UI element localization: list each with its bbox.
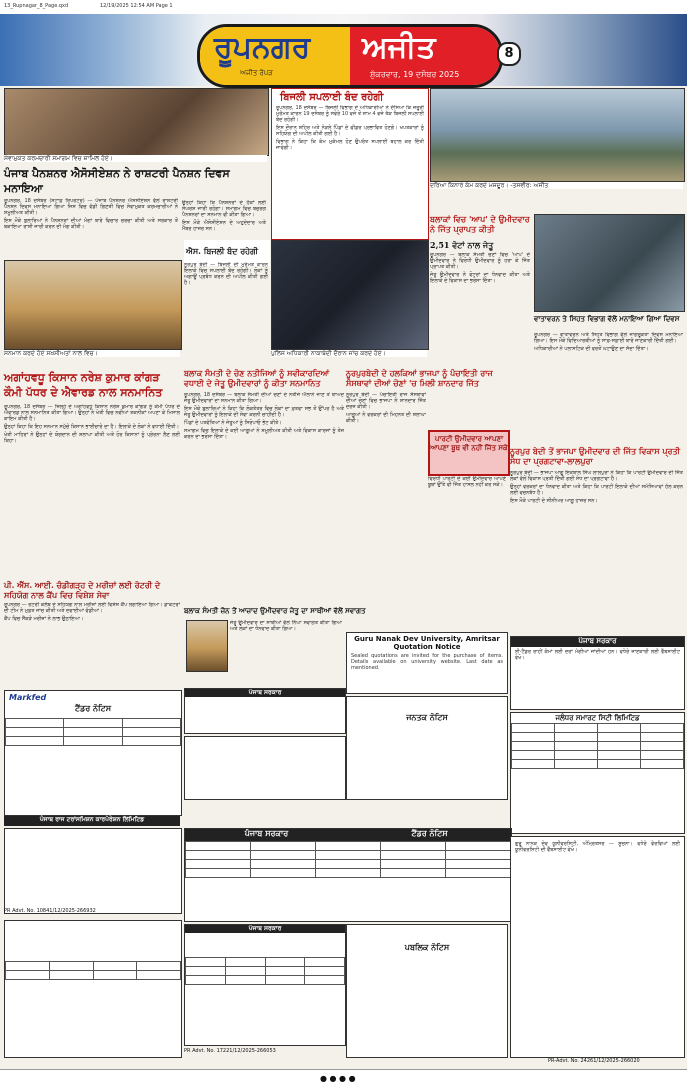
river-photo-caption: ਦਰਿਆ ਕਿਨਾਰੇ ਕੰਮ ਕਰਦੇ ਮਜ਼ਦੂਰ। -ਤਸਵੀਰ: ਅਜੀਤ xyxy=(430,182,683,189)
police-photo-caption: ਪੁਲਿਸ ਅਧਿਕਾਰੀ ਨਾਕਾਬੰਦੀ ਦੌਰਾਨ ਜਾਂਚ ਕਰਦੇ ਹੋਏ। xyxy=(271,350,427,357)
punjab-sarkar-notice-center xyxy=(184,688,346,734)
bottom-left-notice xyxy=(4,920,182,1058)
river-photo xyxy=(430,88,685,182)
logo-title-right: ਅਜੀਤ xyxy=(362,30,436,65)
power-cut-sub: ਐਸ. ਬਿਜਲੀ ਬੰਦ ਰਹੇਗੀ xyxy=(186,246,259,256)
newspaper-logo xyxy=(197,24,503,88)
environment-day-headline: ਵਾਤਾਵਰਨ ਤੇ ਸਿਹਤ ਵਿਭਾਗ ਵੱਲੋਂ ਮਨਾਇਆ ਗਿਆ ਦਿਵਸ xyxy=(534,314,680,323)
gndu-sub: Quotation Notice xyxy=(393,643,461,651)
bottom-center-notice xyxy=(184,924,346,1046)
page-number: 8 xyxy=(497,42,521,66)
jalandhar-smart-city-notice xyxy=(510,712,685,834)
power-cut-text: ਰੂਪਨਗਰ, 18 ਦਸੰਬਰ — ਬਿਜਲੀ ਵਿਭਾਗ ਦੇ ਅਧਿਕਾਰੀਆਂ ਨੇ ਦੱਸਿਆ ਕਿ ਜ਼ਰੂਰੀ ਮੁਰੰਮਤ ਕਾਰਨ 19 ਦਸੰਬਰ ਨੂੰ ਸਵੇਰੇ 10 ਵਜੇ ਤੋਂ ਸ਼ਾਮ 4 ਵਜੇ ਤੱਕ ਬਿਜਲੀ ਸਪਲਾਈ ਬੰਦ ਰਹੇਗੀ। ਇਸ ਦੌਰਾਨ ਸ਼ਹਿਰ ਅਤੇ ਨੇੜਲੇ ਪਿੰਡਾਂ ਦੇ ਫੀਡਰ ਪ੍ਰਭਾਵਿਤ ਹੋਣਗੇ। ਖਪਤਕਾਰਾਂ ਨੂੰ ਸਹਿਯੋਗ ਦੀ ਅਪੀਲ ਕੀਤੀ ਗਈ ਹੈ। ਵਿਭਾਗ ਨੇ ਕਿਹਾ ਕਿ ਕੰਮ ਮੁਕੰਮਲ ਹੋਣ ਉਪਰੰਤ ਸਪਲਾਈ ਬਹਾਲ ਕਰ ਦਿੱਤੀ ਜਾਵੇਗੀ। xyxy=(276,105,424,151)
punjab-sarkar-notice-right xyxy=(510,636,685,710)
jalandhar-title: ਜਲੰਧਰ ਸਮਾਰਟ ਸਿਟੀ ਲਿਮਿਟਿਡ xyxy=(555,714,640,722)
gndu-title: Guru Nanak Dev University, Amritsar xyxy=(354,635,500,643)
public-notice xyxy=(346,696,508,800)
transmission-corp-bar: ਪੰਜਾਬ ਰਾਜ ਟਰਾਂਸਮਿਸ਼ਨ ਕਾਰਪੋਰੇਸ਼ਨ ਲਿਮਿਟਿਡ xyxy=(4,816,180,826)
pullquote-box: ਪਾਰਟੀ ਉਮੀਦਵਾਰ ਆਪਣਾ ਆਪਣਾ ਬੂਥ ਵੀ ਨਹੀਂ ਜਿੱਤ ਸਕੇ xyxy=(428,430,510,476)
nurpur-panchayat-headline: ਨੂਰਪੁਰਬੇਦੀ ਦੇ ਹਲਕਿਆਂ ਭਾਜਪਾ ਨੂੰ ਪੰਚਾਇਤੀ ਰਾਜ ਸੰਸਥਾਵਾਂ ਦੀਆਂ ਚੋਣਾਂ 'ਚ ਮਿਲੀ ਸ਼ਾਨਦਾਰ ਜਿੱਤ xyxy=(346,368,493,388)
block-win-text: ਰੂਪਨਗਰ — ਬਲਾਕ ਸੰਮਤੀ ਚੋਣਾਂ ਵਿਚ 'ਆਪ' ਦੇ ਉਮੀਦਵਾਰ ਨੇ ਵਿਰੋਧੀ ਉਮੀਦਵਾਰ ਨੂੰ ਹਰਾ ਕੇ ਜਿੱਤ ਪ੍ਰਾਪਤ ਕੀਤੀ। ਜੇਤੂ ਉਮੀਦਵਾਰ ਨੇ ਵੋਟਰਾਂ ਦਾ ਧੰਨਵਾਦ ਕੀਤਾ ਅਤੇ ਇਲਾਕੇ ਦੇ ਵਿਕਾਸ ਦਾ ਭਰੋਸਾ ਦਿੱਤਾ। xyxy=(430,252,530,284)
big-tender-table xyxy=(185,841,511,878)
registration-marks: ● ● ● ● xyxy=(320,1074,356,1083)
pr-advt-right: PR-Advt. No. 24261/12/2025-266020 xyxy=(548,1058,640,1064)
farmer-award-text: ਰੂਪਨਗਰ, 18 ਦਸੰਬਰ — ਜ਼ਿਲ੍ਹੇ ਦੇ ਅਗਾਂਹਵਧੂ ਕਿਸਾਨ ਨਰੇਸ਼ ਕੁਮਾਰ ਕਾਂਗੜ ਨੂੰ ਕੌਮੀ ਪੱਧਰ ਦੇ ਐਵਾਰਡ ਨਾਲ ਸਨਮਾਨਿਤ ਕੀਤਾ ਗਿਆ। ਉਨ੍ਹਾਂ ਨੇ ਖੇਤੀ ਵਿਚ ਨਵੀਆਂ ਤਕਨੀਕਾਂ ਅਪਣਾ ਕੇ ਮਿਸਾਲ ਕਾਇਮ ਕੀਤੀ ਹੈ। ਉਨ੍ਹਾਂ ਕਿਹਾ ਕਿ ਇਹ ਸਨਮਾਨ ਸਮੁੱਚੇ ਕਿਸਾਨ ਭਾਈਚਾਰੇ ਦਾ ਹੈ। ਇਲਾਕੇ ਦੇ ਲੋਕਾਂ ਨੇ ਵਧਾਈ ਦਿੱਤੀ। ਖੇਤੀ ਮਾਹਿਰਾਂ ਨੇ ਉਨ੍ਹਾਂ ਦੇ ਯੋਗਦਾਨ ਦੀ ਸ਼ਲਾਘਾ ਕੀਤੀ ਅਤੇ ਹੋਰ ਕਿਸਾਨਾਂ ਨੂੰ ਪ੍ਰੇਰਨਾ ਲੈਣ ਲਈ ਕਿਹਾ। xyxy=(4,404,180,444)
welcome-headline: ਬਲਾਕ ਸੰਮਤੀ ਜ਼ੋਨ ਤੋਂ ਆਜ਼ਾਦ ਉਮੀਦਵਾਰ ਜੇਤੂ ਦਾ ਸਾਥੀਆਂ ਵੱਲੋਂ ਸਵਾਗਤ xyxy=(184,606,366,615)
bottom-center-table xyxy=(185,957,345,985)
bottom-left-table xyxy=(5,961,181,980)
bottom-public-notice xyxy=(346,924,508,1058)
markfed-notice xyxy=(4,690,182,816)
block-results-text: ਰੂਪਨਗਰ, 18 ਦਸੰਬਰ — ਬਲਾਕ ਸੰਮਤੀ ਦੀਆਂ ਚੋਣਾਂ ਦੇ ਨਤੀਜੇ ਐਲਾਨੇ ਜਾਣ ਤੋਂ ਬਾਅਦ ਜੇਤੂ ਉਮੀਦਵਾਰਾਂ ਦਾ ਸਨਮਾਨ ਕੀਤਾ ਗਿਆ। ਇਸ ਮੌਕੇ ਬੁਲਾਰਿਆਂ ਨੇ ਕਿਹਾ ਕਿ ਲੋਕਤੰਤਰ ਵਿਚ ਲੋਕਾਂ ਦਾ ਫ਼ਤਵਾ ਸਭ ਤੋਂ ਉੱਪਰ ਹੈ ਅਤੇ ਜੇਤੂ ਉਮੀਦਵਾਰਾਂ ਨੂੰ ਇਲਾਕੇ ਦੀ ਸੇਵਾ ਕਰਨੀ ਚਾਹੀਦੀ ਹੈ। ਪਿੰਡਾਂ ਦੇ ਪਤਵੰਤਿਆਂ ਨੇ ਜੇਤੂਆਂ ਨੂੰ ਸਿਰੋਪਾਓ ਭੇਟ ਕੀਤੇ। ਸਮਾਗਮ ਵਿਚ ਇਲਾਕੇ ਦੇ ਕਈ ਆਗੂਆਂ ਨੇ ਸ਼ਮੂਲੀਅਤ ਕੀਤੀ ਅਤੇ ਵਿਕਾਸ ਕਾਰਜਾਂ ਨੂੰ ਤੇਜ਼ ਕਰਨ ਦਾ ਭਰੋਸਾ ਦਿੱਤਾ। xyxy=(184,392,344,440)
bottom-right-notice xyxy=(510,836,685,1058)
power-cut-box xyxy=(271,88,429,240)
power-cut-headline: ਬਿਜਲੀ ਸਪਲਾਈ ਬੰਦ ਰਹੇਗੀ xyxy=(280,92,384,103)
award-photo-caption: ਸਨਮਾਨ ਕਰਦੇ ਹੋਏ ਸਖ਼ਸੀਅਤਾਂ ਨਾਲ ਵਿਚ। xyxy=(4,350,180,357)
group-photo-caption: ਸੇਵਾਮੁਕਤ ਕਰਮਚਾਰੀ ਸਮਾਗਮ ਵਿਚ ਸ਼ਾਮਿਲ ਹੋਏ। xyxy=(4,155,267,162)
issue-date: ਸ਼ੁੱਕਰਵਾਰ, 19 ਦਸੰਬਰ 2025 xyxy=(370,70,460,79)
print-footer xyxy=(0,1069,687,1090)
markfed-logo: Markfed xyxy=(9,693,47,702)
rotary-camp-headline: ਪੀ. ਐੱਸ. ਆਈ. ਚੰਡੀਗੜ੍ਹ ਦੇ ਮਰੀਜ਼ਾਂ ਲਈ ਰੋਟਰੀ ਦੇ ਸਹਿਯੋਗ ਨਾਲ ਕੈਂਪ ਵਿਚ ਵਿਸ਼ੇਸ਼ ਸੇਵਾ xyxy=(4,580,161,600)
public-notice-title: ਜਨਤਕ ਨੋਟਿਸ xyxy=(406,713,448,722)
pr-advt-center: PR Advt. No. 17221/12/2025-266053 xyxy=(184,1048,276,1054)
logo-subtitle: ਅਜੀਤ ਰੋਪੜ xyxy=(240,69,273,77)
group-photo xyxy=(4,88,269,156)
pensioners-story-column: ਉਨ੍ਹਾਂ ਕਿਹਾ ਕਿ ਪੈਨਸ਼ਨਰਾਂ ਦੇ ਹੱਕਾਂ ਲਈ ਸੰਘਰਸ਼ ਜਾਰੀ ਰਹੇਗਾ। ਸਮਾਗਮ ਵਿਚ ਬਜ਼ੁਰਗ ਪੈਨਸ਼ਨਰਾਂ ਦਾ ਸਨਮਾਨ ਵੀ ਕੀਤਾ ਗਿਆ। ਇਸ ਮੌਕੇ ਐਸੋਸੀਏਸ਼ਨ ਦੇ ਅਹੁਦੇਦਾਰ ਅਤੇ ਮੈਂਬਰ ਹਾਜ਼ਰ ਸਨ। xyxy=(182,200,266,232)
bottom-right-body: ਗੁਰੂ ਨਾਨਕ ਦੇਵ ਯੂਨੀਵਰਸਿਟੀ, ਅੰਮ੍ਰਿਤਸਰ — ਸੂਚਨਾ। ਵਧੇਰੇ ਵੇਰਵਿਆਂ ਲਈ ਯੂਨੀਵਰਸਿਟੀ ਦੀ ਵੈੱਬਸਾਈਟ ਵੇਖੋ। xyxy=(515,841,680,853)
punjab-sarkar-title: ਪੰਜਾਬ ਸਰਕਾਰ xyxy=(511,637,684,647)
police-photo xyxy=(271,240,429,350)
nurpur-panchayat-text-2: ਵਿਰੋਧੀ ਪਾਰਟੀ ਦੇ ਕਈ ਉਮੀਦਵਾਰ ਆਪਣੇ ਬੂਥਾਂ ਉੱਤੇ ਵੀ ਜਿੱਤ ਹਾਸਲ ਨਹੀਂ ਕਰ ਸਕੇ। xyxy=(428,476,506,488)
logo-title-left: ਰੂਪਨਗਰ xyxy=(214,30,311,65)
pensioners-story-text: ਰੂਪਨਗਰ, 18 ਦਸੰਬਰ (ਸਟਾਫ਼ ਰਿਪੋਰਟਰ) — ਪੰਜਾਬ ਪੈਨਸ਼ਨਰ ਐਸੋਸੀਏਸ਼ਨ ਵੱਲੋਂ ਰਾਸ਼ਟਰੀ ਪੈਨਸ਼ਨ ਦਿਵਸ ਮਨਾਇਆ ਗਿਆ ਜਿਸ ਵਿਚ ਵੱਡੀ ਗਿਣਤੀ ਵਿਚ ਸੇਵਾਮੁਕਤ ਕਰਮਚਾਰੀਆਂ ਨੇ ਸ਼ਮੂਲੀਅਤ ਕੀਤੀ। ਇਸ ਮੌਕੇ ਬੁਲਾਰਿਆਂ ਨੇ ਪੈਨਸ਼ਨਰਾਂ ਦੀਆਂ ਮੰਗਾਂ ਬਾਰੇ ਵਿਚਾਰ ਚਰਚਾ ਕੀਤੀ ਅਤੇ ਸਰਕਾਰ ਤੋਂ ਬਕਾਇਆ ਰਾਸ਼ੀ ਜਾਰੀ ਕਰਨ ਦੀ ਮੰਗ ਕੀਤੀ। xyxy=(4,198,178,230)
award-photo xyxy=(4,260,182,350)
gndu-notice xyxy=(346,632,508,694)
jalandhar-table xyxy=(511,723,684,769)
block-results-headline: ਬਲਾਕ ਸੰਮਤੀ ਦੇ ਚੋਣ ਨਤੀਜਿਆਂ ਨੂੰ ਸਵੀਕਾਰਦਿਆਂ ਵਧਾਈ ਦੇ ਜੇਤੂ ਉਮੀਦਵਾਰਾਂ ਨੂੰ ਕੀਤਾ ਸਨਮਾਨਿਤ xyxy=(184,368,330,388)
welcome-text: ਜੇਤੂ ਉਮੀਦਵਾਰ ਦਾ ਸਾਥੀਆਂ ਵੱਲੋਂ ਨਿੱਘਾ ਸਵਾਗਤ ਕੀਤਾ ਗਿਆ ਅਤੇ ਲੋਕਾਂ ਦਾ ਧੰਨਵਾਦ ਕੀਤਾ ਗਿਆ। xyxy=(230,620,342,632)
bottom-center-title: ਪੰਜਾਬ ਸਰਕਾਰ xyxy=(185,925,345,933)
block-win-sub: 2,51 ਵੋਟਾਂ ਨਾਲ ਜੇਤੂ xyxy=(430,240,494,250)
nurpur-bjp-headline: ਨੂਰਪੁਰ ਬੇਦੀ ਤੋਂ ਭਾਜਪਾ ਉਮੀਦਵਾਰ ਦੀ ਜਿੱਤ ਵਿਕਾਸ ਪ੍ਰਤੀ ਸੇਧ ਦਾ ਪ੍ਰਗਟਾਵਾ-ਲਾਲਪੁਰਾ xyxy=(510,446,680,466)
big-tender-notice xyxy=(184,828,512,922)
center-notice-title: ਪੰਜਾਬ ਸਰਕਾਰ xyxy=(185,689,345,697)
markfed-table xyxy=(5,718,181,746)
pensioners-headline: ਪੰਜਾਬ ਪੈਨਸ਼ਨਰ ਐਸੋਸੀਏਸ਼ਨ ਨੇ ਰਾਸ਼ਟਰੀ ਪੈਨਸ਼ਨ ਦਿਵਸ ਮਨਾਇਆ xyxy=(4,167,230,195)
print-header-strip xyxy=(0,0,687,15)
farmer-award-headline: ਅਗਾਂਹਵਧੂ ਕਿਸਾਨ ਨਰੇਸ਼ ਕੁਮਾਰ ਕਾਂਗੜ ਕੌਮੀ ਪੱਧਰ ਦੇ ਐਵਾਰਡ ਨਾਲ ਸਨਮਾਨਿਤ xyxy=(4,371,163,399)
block-win-headline: ਬਲਾਕਾਂ ਵਿਚ 'ਆਪ' ਦੇ ਉਮੀਦਵਾਰ ਨੇ ਜਿੱਤ ਪ੍ਰਾਪਤ ਕੀਤੀ xyxy=(430,214,530,234)
big-tender-left-title: ਪੰਜਾਬ ਸਰਕਾਰ xyxy=(244,829,289,838)
markfed-tender-title: ਟੈਂਡਰ ਨੋਟਿਸ xyxy=(74,704,112,713)
center-left-text: ਨੂਰਪੁਰ ਬੇਦੀ — ਬਿਜਲੀ ਦੀ ਮੁਰੰਮਤ ਕਾਰਨ ਇਲਾਕੇ ਵਿਚ ਸਪਲਾਈ ਬੰਦ ਰਹੇਗੀ। ਲੋਕਾਂ ਨੂੰ ਅਗਾਊਂ ਪ੍ਰਬੰਧ ਕਰਨ ਦੀ ਅਪੀਲ ਕੀਤੀ ਗਈ ਹੈ। xyxy=(184,262,268,286)
candidate-portrait xyxy=(186,620,228,672)
file-name: 13_Rupnagar_8_Page.qxd xyxy=(4,3,69,9)
bottom-public-notice-title: ਪਬਲਿਕ ਨੋਟਿਸ xyxy=(404,943,450,952)
transmission-notice xyxy=(4,828,182,914)
nurpur-bjp-text: ਨੂਰਪੁਰ ਬੇਦੀ — ਭਾਜਪਾ ਆਗੂ ਇਕਬਾਲ ਸਿੰਘ ਲਾਲਪੁਰਾ ਨੇ ਕਿਹਾ ਕਿ ਪਾਰਟੀ ਉਮੀਦਵਾਰ ਦੀ ਜਿੱਤ ਲੋਕਾਂ ਵੱਲੋਂ ਵਿਕਾਸ ਪ੍ਰਤੀ ਦਿੱਤੀ ਗਈ ਸੇਧ ਦਾ ਪ੍ਰਗਟਾਵਾ ਹੈ। ਉਨ੍ਹਾਂ ਵਰਕਰਾਂ ਦਾ ਧੰਨਵਾਦ ਕੀਤਾ ਅਤੇ ਕਿਹਾ ਕਿ ਪਾਰਟੀ ਇਲਾਕੇ ਦੀਆਂ ਸਮੱਸਿਆਵਾਂ ਹੱਲ ਕਰਨ ਲਈ ਵਚਨਬੱਧ ਹੈ। ਇਸ ਮੌਕੇ ਪਾਰਟੀ ਦੇ ਸੀਨੀਅਰ ਆਗੂ ਹਾਜ਼ਰ ਸਨ। xyxy=(510,470,683,504)
gndu-body: Sealed quotations are invited for the purchase of items. Details available on university website. Last date as mentioned. xyxy=(351,653,503,671)
environment-day-text: ਰੂਪਨਗਰ — ਵਾਤਾਵਰਨ ਅਤੇ ਸਿਹਤ ਵਿਭਾਗ ਵੱਲੋਂ ਜਾਗਰੂਕਤਾ ਦਿਵਸ ਮਨਾਇਆ ਗਿਆ। ਇਸ ਮੌਕੇ ਵਿਦਿਆਰਥੀਆਂ ਨੂੰ ਸਾਫ਼-ਸਫ਼ਾਈ ਬਾਰੇ ਜਾਣਕਾਰੀ ਦਿੱਤੀ ਗਈ। ਅਧਿਕਾਰੀਆਂ ਨੇ ਪਲਾਸਟਿਕ ਦੀ ਵਰਤੋਂ ਘਟਾਉਣ ਦਾ ਸੱਦਾ ਦਿੱਤਾ। xyxy=(534,332,683,352)
rotary-camp-text: ਰੂਪਨਗਰ — ਰੋਟਰੀ ਕਲੱਬ ਦੇ ਸਹਿਯੋਗ ਨਾਲ ਮਰੀਜ਼ਾਂ ਲਈ ਵਿਸ਼ੇਸ਼ ਕੈਂਪ ਲਗਾਇਆ ਗਿਆ। ਡਾਕਟਰਾਂ ਦੀ ਟੀਮ ਨੇ ਮੁਫ਼ਤ ਜਾਂਚ ਕੀਤੀ ਅਤੇ ਦਵਾਈਆਂ ਵੰਡੀਆਂ। ਕੈਂਪ ਵਿਚ ਸੈਂਕੜੇ ਮਰੀਜ਼ਾਂ ਨੇ ਲਾਭ ਉਠਾਇਆ। xyxy=(4,602,180,622)
pr-advt-left: PR Advt. No. 10841/12/2025-266932 xyxy=(4,908,96,914)
office-photo xyxy=(534,214,685,312)
punjab-sarkar-notice-center-2 xyxy=(184,736,346,800)
big-tender-right-title: ਟੈਂਡਰ ਨੋਟਿਸ xyxy=(411,829,448,838)
nurpur-panchayat-text: ਨੂਰਪੁਰ ਬੇਦੀ — ਪੰਚਾਇਤੀ ਰਾਜ ਸੰਸਥਾਵਾਂ ਦੀਆਂ ਚੋਣਾਂ ਵਿਚ ਭਾਜਪਾ ਨੇ ਸ਼ਾਨਦਾਰ ਜਿੱਤ ਦਰਜ ਕੀਤੀ। ਆਗੂਆਂ ਨੇ ਵਰਕਰਾਂ ਦੀ ਮਿਹਨਤ ਦੀ ਸ਼ਲਾਘਾ ਕੀਤੀ। xyxy=(346,392,426,424)
punjab-sarkar-body: ਈ-ਟੈਂਡਰ ਰਾਹੀਂ ਕੰਮਾਂ ਲਈ ਦਰਾਂ ਮੰਗੀਆਂ ਜਾਂਦੀਆਂ ਹਨ। ਵਧੇਰੇ ਜਾਣਕਾਰੀ ਲਈ ਵੈੱਬਸਾਈਟ ਵੇਖੋ। xyxy=(515,649,680,661)
print-stamp: 12/19/2025 12:54 AM Page 1 xyxy=(100,3,173,9)
